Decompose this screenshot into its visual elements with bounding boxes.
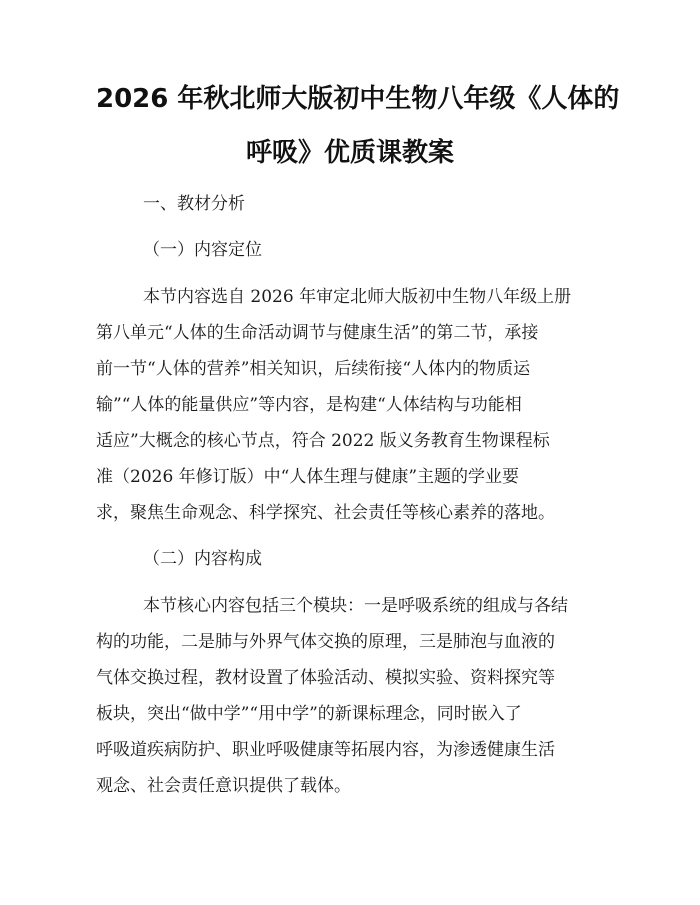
paragraph-line: 准（2026 年修订版）中“人体生理与健康”主题的学业要 <box>96 467 520 487</box>
paragraph-line: 呼吸道疾病防护、职业呼吸健康等拓展内容，为渗透健康生活 <box>96 740 555 760</box>
subsection-heading-content-composition: （二）内容构成 <box>143 549 262 569</box>
section-heading-textbook-analysis: 一、教材分析 <box>143 194 245 214</box>
paragraph-line: 观念、社会责任意识提供了载体。 <box>96 776 351 796</box>
paragraph-line: 本节内容选自 2026 年审定北师大版初中生物八年级上册 <box>143 287 572 307</box>
paragraph-content-composition <box>96 595 616 810</box>
paragraph-line: 构的功能，二是肺与外界气体交换的原理，三是肺泡与血液的 <box>96 632 555 652</box>
paragraph-line: 板块，突出“做中学”“用中学”的新课标理念，同时嵌入了 <box>96 704 522 724</box>
document-title-line-1: 2026 年秋北师大版初中生物八年级《人体的 <box>96 84 620 114</box>
paragraph-content-positioning <box>96 286 616 536</box>
paragraph-line: 气体交换过程，教材设置了体验活动、模拟实验、资料探究等 <box>96 668 555 688</box>
paragraph-line: 第八单元“人体的生命活动调节与健康生活”的第二节，承接 <box>96 323 539 343</box>
paragraph-line: 本节核心内容包括三个模块：一是呼吸系统的组成与各结 <box>143 596 568 616</box>
paragraph-line: 输”“人体的能量供应”等内容，是构建“人体结构与功能相 <box>96 395 522 415</box>
paragraph-line: 前一节“人体的营养”相关知识，后续衔接“人体内的物质运 <box>96 359 531 379</box>
subsection-heading-content-positioning: （一）内容定位 <box>143 240 262 260</box>
paragraph-line: 求，聚焦生命观念、科学探究、社会责任等核心素养的落地。 <box>96 503 555 523</box>
document-title-line-2: 呼吸》优质课教案 <box>245 138 454 168</box>
paragraph-line: 适应”大概念的核心节点，符合 2022 版义务教育生物课程标 <box>96 431 550 451</box>
